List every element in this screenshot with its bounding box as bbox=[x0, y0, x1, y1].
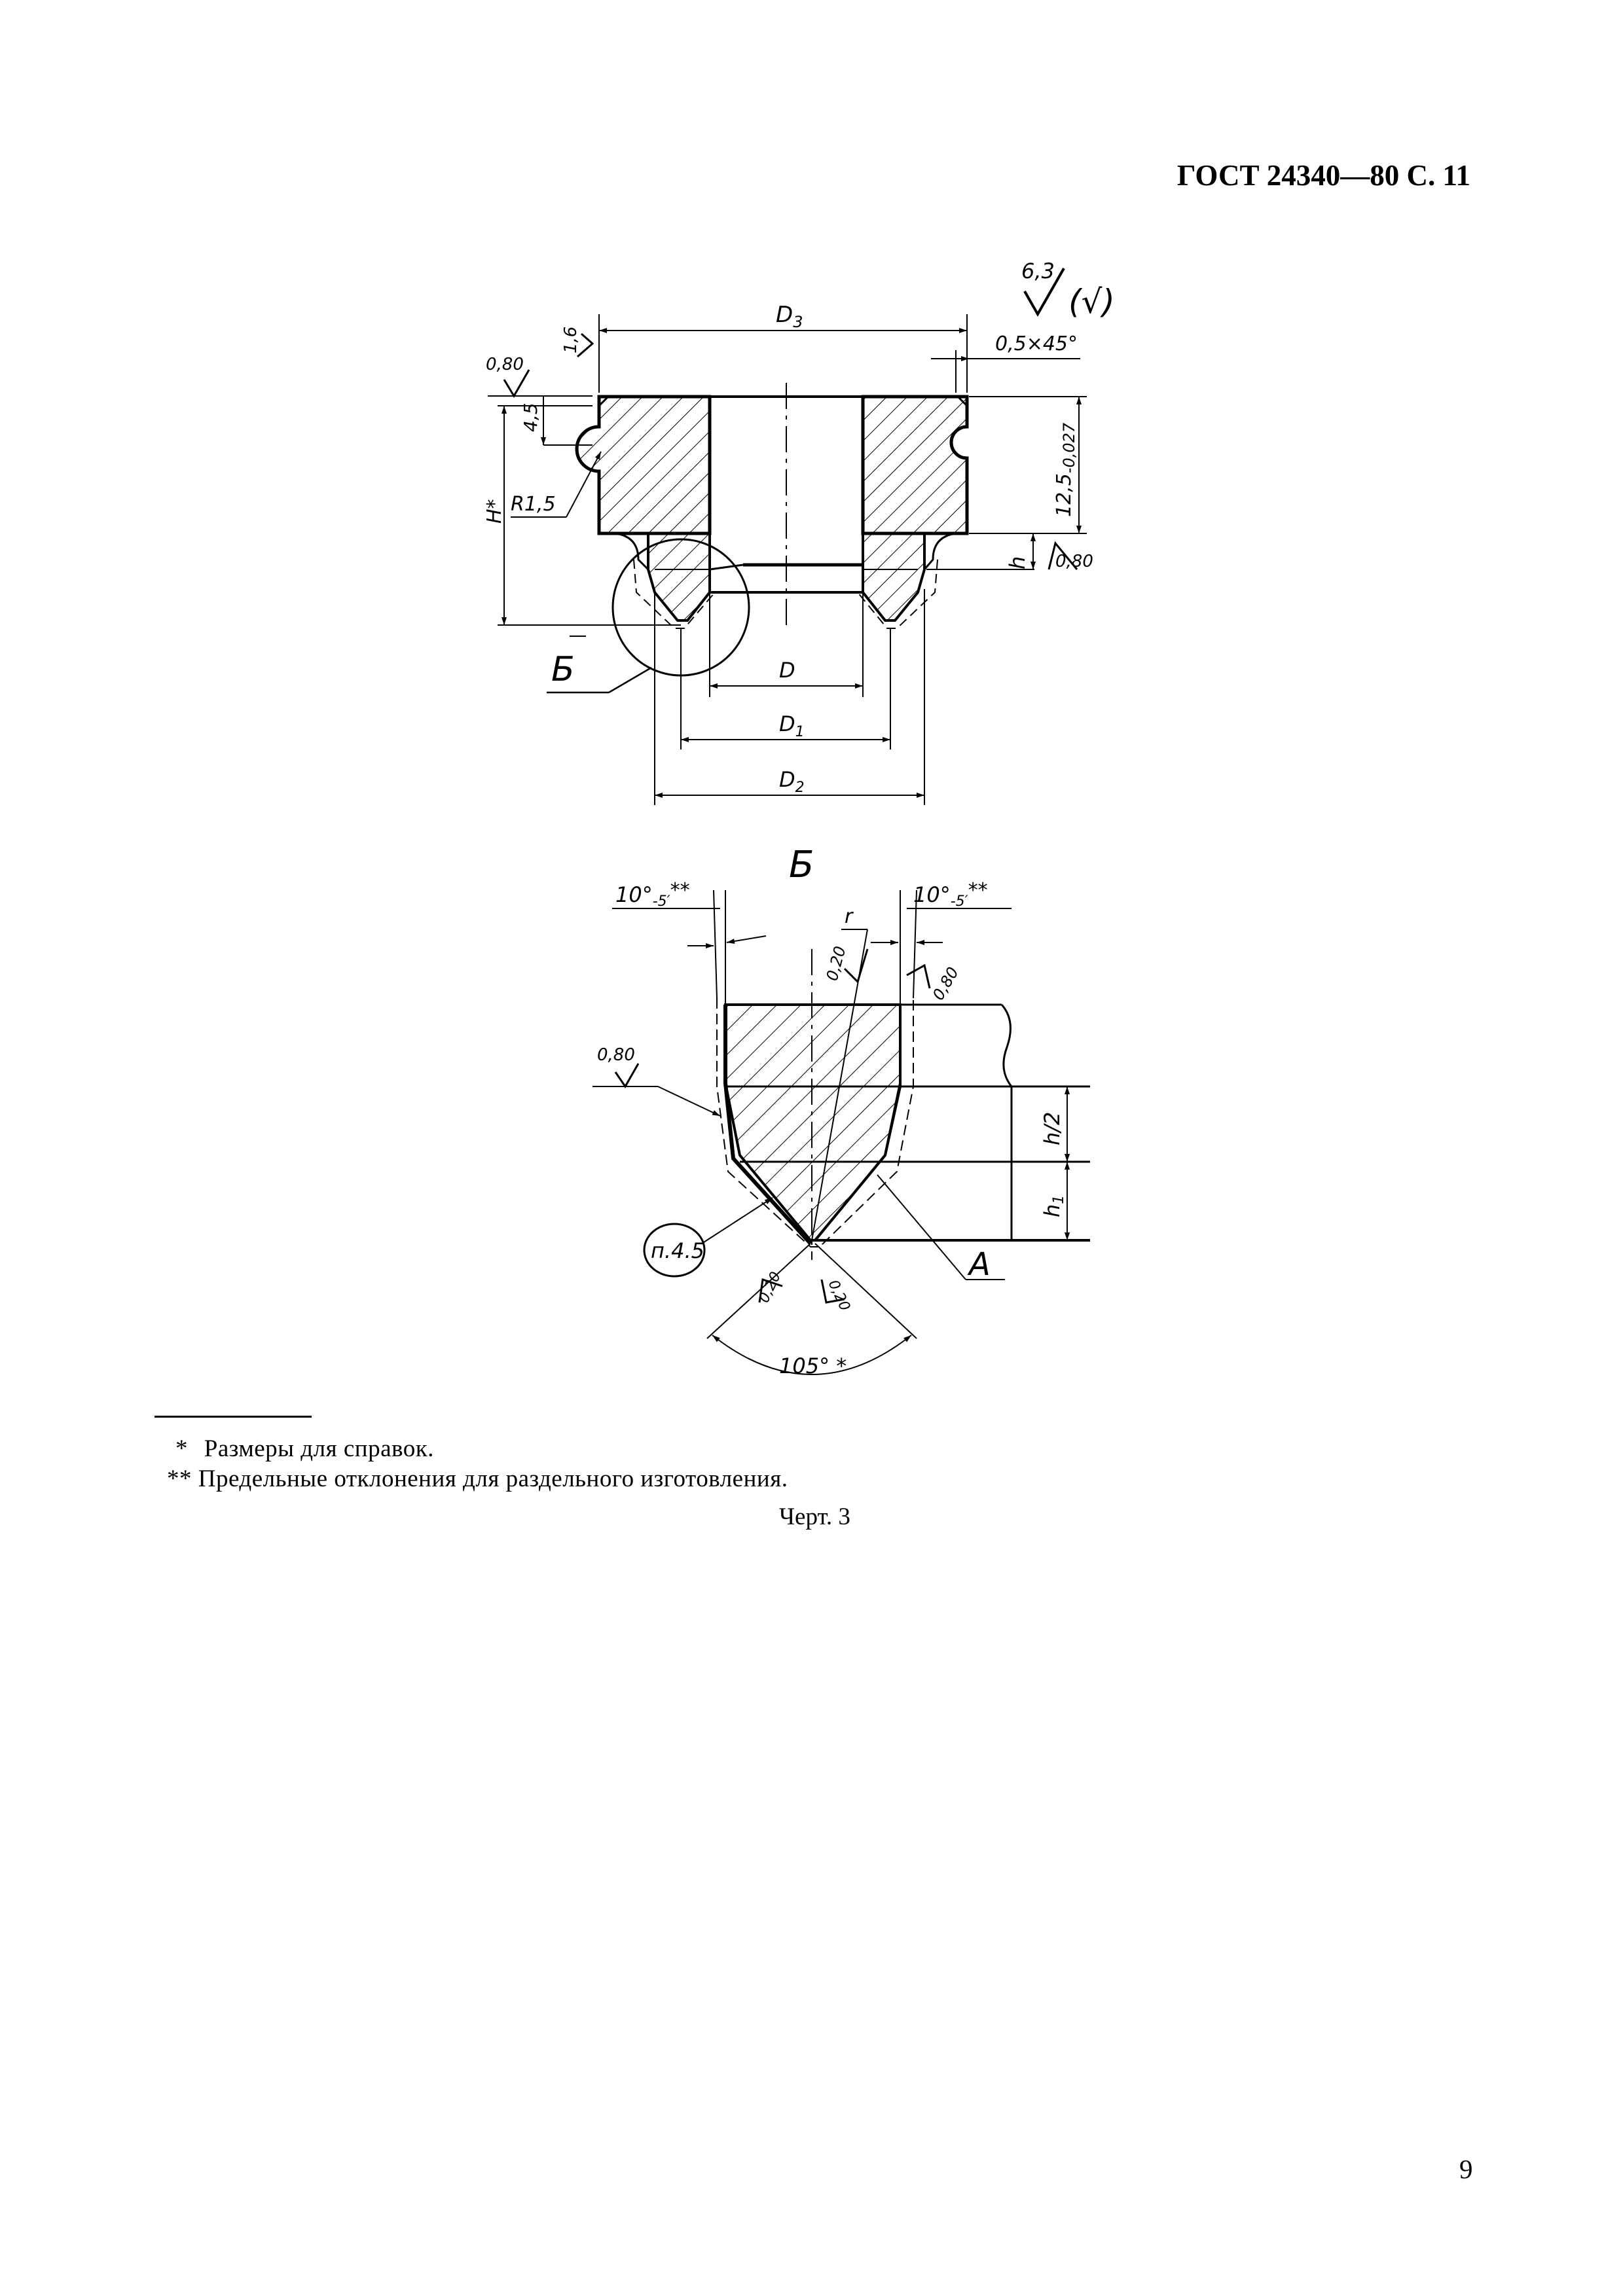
rough-080-left-icon bbox=[615, 1064, 638, 1086]
left-flange-section bbox=[577, 397, 710, 533]
angle-left-tol: -5′ bbox=[652, 893, 670, 910]
chamfer-label: 0,5×45° bbox=[995, 332, 1078, 355]
note-ref-label: п.4.5 bbox=[651, 1238, 704, 1263]
angle-right-tol: -5′ bbox=[950, 893, 968, 910]
h1-label: h bbox=[1040, 1204, 1065, 1217]
roughness-1-6: 1,6 bbox=[561, 326, 581, 353]
d3-sub: 3 bbox=[793, 313, 803, 331]
rough-080-left: 0,80 bbox=[597, 1045, 635, 1065]
footnote-2-mark: ** bbox=[167, 1465, 192, 1492]
d1-sub: 1 bbox=[795, 724, 805, 740]
rough-080-right: 0,80 bbox=[928, 963, 962, 1003]
d3-label: D bbox=[776, 302, 793, 328]
dim-groove-label: 4,5 bbox=[520, 403, 541, 432]
svg-text:D1 bbox=[779, 711, 805, 740]
svg-text:D2 bbox=[779, 767, 805, 796]
footnote-1-text: Размеры для справок. bbox=[204, 1435, 434, 1462]
footnote-2 bbox=[167, 1465, 788, 1493]
height-right-tol: -0,027 bbox=[1060, 422, 1078, 474]
svg-text:12,5-0,027 bbox=[1053, 422, 1078, 517]
footnote-1 bbox=[175, 1435, 434, 1463]
right-knife-edge bbox=[863, 533, 924, 620]
rough-020-a: 0,20 bbox=[756, 1269, 785, 1306]
page-header: ГОСТ 24340—80 С. 11 bbox=[1176, 159, 1470, 192]
d1-label: D bbox=[779, 711, 795, 736]
figure-caption: Черт. 3 bbox=[779, 1503, 850, 1530]
svg-text:D3 bbox=[776, 302, 803, 331]
d-label: D bbox=[779, 658, 795, 683]
roughness-h-value: 0,80 bbox=[1055, 552, 1093, 571]
angle-left-star: ** bbox=[670, 879, 690, 902]
angle-right: 10° bbox=[913, 882, 951, 907]
footnote-rule bbox=[155, 1416, 312, 1418]
d2-label: D bbox=[779, 767, 795, 792]
roughness-general-bracket: (√) bbox=[1068, 283, 1115, 321]
rough-080-right-icon bbox=[907, 965, 930, 988]
view-ref-label: Б bbox=[551, 650, 575, 689]
d2-sub: 2 bbox=[795, 780, 805, 796]
footnote-1-mark: * bbox=[175, 1435, 188, 1462]
angle-right-star: ** bbox=[968, 879, 988, 902]
roughness-left-value: 0,80 bbox=[486, 355, 524, 374]
h-half-label: h/2 bbox=[1040, 1111, 1065, 1145]
radius-label: R1,5 bbox=[511, 493, 556, 516]
svg-text:h1 bbox=[1040, 1195, 1067, 1217]
left-knife-edge bbox=[648, 533, 710, 620]
footnote-2-text: Предельные отклонения для раздельного изготовления. bbox=[198, 1465, 788, 1492]
height-right-label: 12,5 bbox=[1053, 473, 1076, 517]
right-flange-section bbox=[863, 397, 967, 533]
detail-title: Б bbox=[789, 844, 814, 886]
rough-020-top: 0,20 bbox=[822, 944, 850, 983]
angle-bottom-label: 105° * bbox=[779, 1354, 847, 1378]
detail-knife-section bbox=[725, 1005, 900, 1240]
svg-text:10°-5′** bbox=[615, 879, 690, 910]
h-label: h bbox=[1005, 556, 1030, 569]
angle-left: 10° bbox=[615, 882, 653, 907]
main-section-view bbox=[483, 259, 1115, 805]
r-label: r bbox=[845, 905, 853, 928]
detail-view-b bbox=[593, 844, 1090, 1378]
rough-020-b: 0,20 bbox=[824, 1277, 853, 1314]
roughness-general-value: 6,3 bbox=[1021, 259, 1055, 283]
height-star-label: H* bbox=[483, 499, 506, 524]
point-a-label: A bbox=[969, 1246, 991, 1283]
page-number: 9 bbox=[1459, 2154, 1473, 2184]
h1-sub: 1 bbox=[1051, 1194, 1067, 1204]
svg-text:10°-5′** bbox=[913, 879, 988, 910]
